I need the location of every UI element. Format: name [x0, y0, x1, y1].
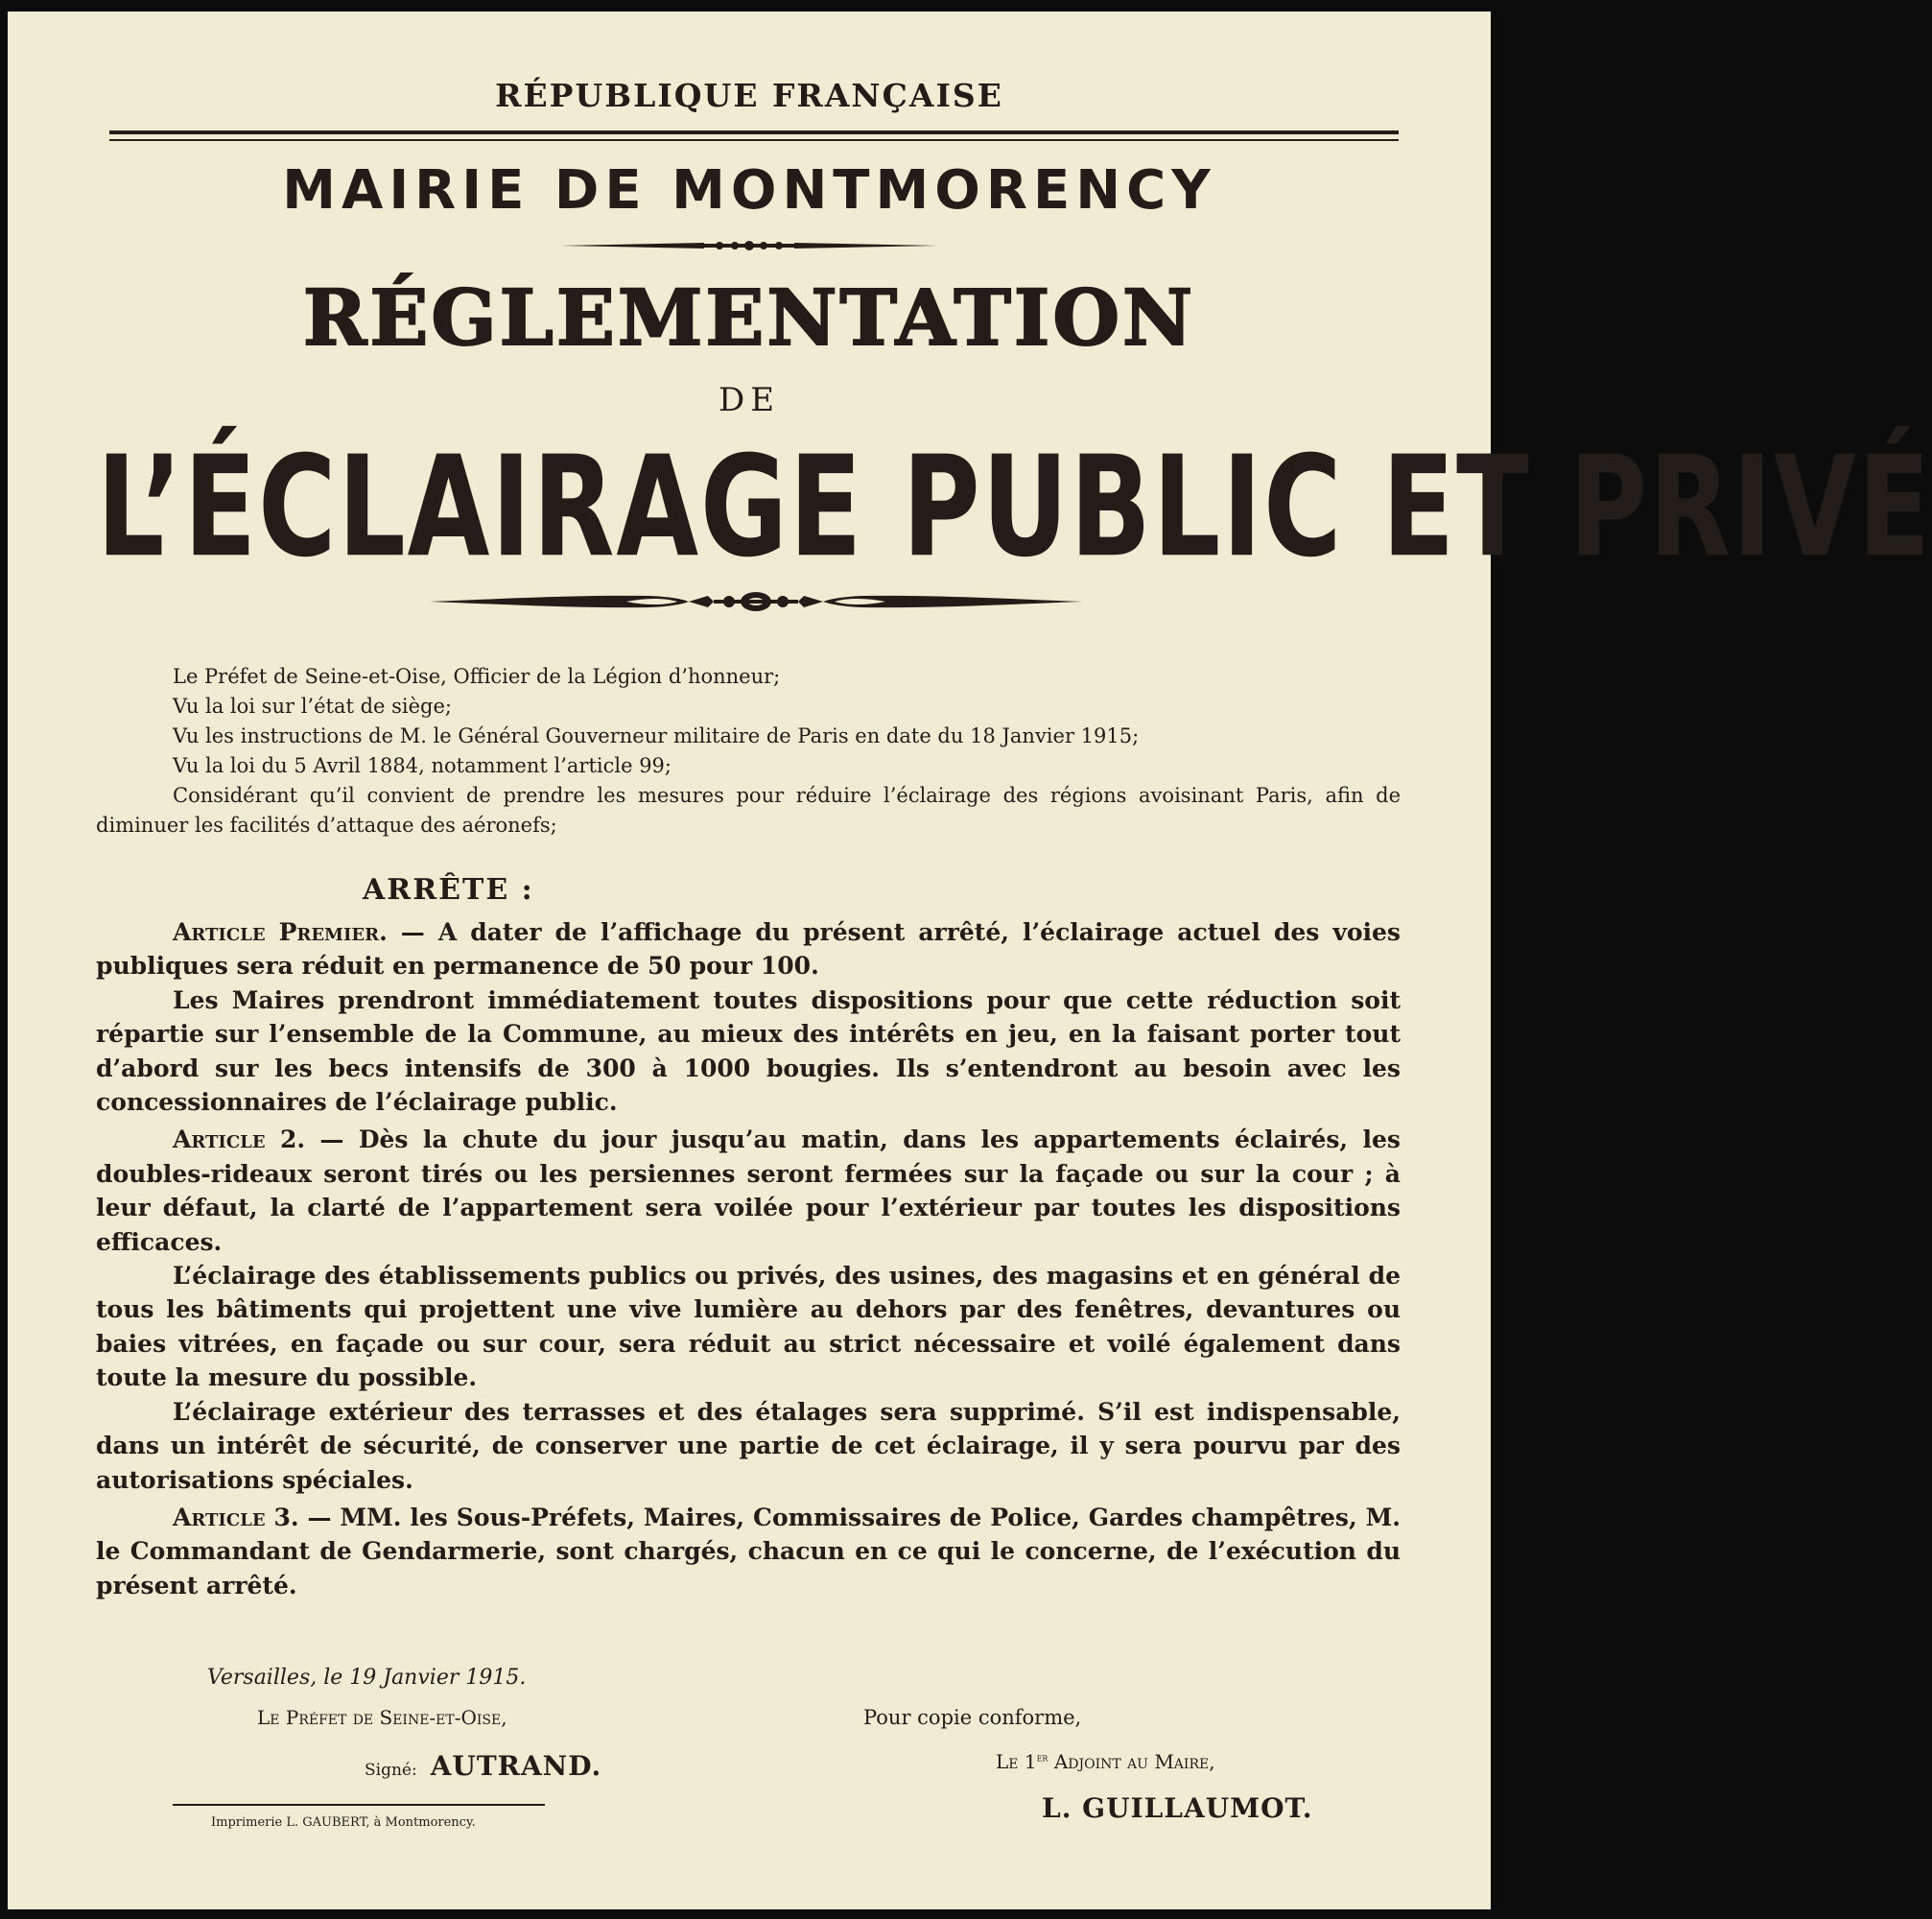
poster-sheet	[8, 12, 1932, 1909]
prefet-name: AUTRAND.	[430, 1750, 602, 1782]
article-3-text: — MM. les Sous-Préfets, Maires, Commissaires de Police, Gardes champêtres, M. le Commandant de Gendarmerie, sont chargés, chacun en ce qui le concerne, de l’exécution du présent arrêté.	[96, 1503, 1402, 1599]
small-ornament-divider	[560, 236, 938, 255]
article-2-text: — Dès la chute du jour jusqu’au matin, dans les appartements éclairés, les doubles-rideaux seront tirés ou les persiennes seront fermées sur la façade ou sur la cour ; à leur défaut, la clarté de l’appartement sera voilée pour l’extérieur par toutes les dispositions efficaces.	[96, 1125, 1401, 1256]
adjoint-title-pre: Le 1	[996, 1750, 1037, 1773]
adjoint-title-sup: er	[1036, 1750, 1048, 1765]
article-1	[96, 915, 1401, 983]
article-1-heading: Article Premier.	[173, 918, 388, 946]
preamble-line: Vu la loi sur l’état de siège;	[173, 695, 453, 718]
article-3	[96, 1501, 1401, 1602]
article-1-text: — A dater de l’affichage du présent arrêté, l’éclairage actuel des voies publiques sera réduit en permanence de 50 pour 100.	[96, 918, 1401, 981]
republic-heading: RÉPUBLIQUE FRANÇAISE	[495, 77, 1003, 114]
title-eclairage: L’ÉCLAIRAGE PUBLIC ET PRIVÉ	[96, 425, 1932, 588]
article-2-paragraph-2: L’éclairage des établissements publics ou privés, des usines, des magasins et en général de tous les bâtiments qui projettent une vive lumière au dehors par des fenêtres, devantures ou baies vitrées, en façade ou sur cour, sera réduit au strict nécessaire et voilé également dans toute la mesure du possible.	[96, 1262, 1401, 1392]
preamble-line: Considérant qu’il convient de prendre les mesures pour réduire l’éclairage des régions avoisinant Paris, afin de diminuer les facilités d’attaque des aéronefs;	[96, 784, 1401, 837]
signe-label: Signé:	[365, 1761, 417, 1780]
article-1-paragraph-2: Les Maires prendront immédiatement toutes dispositions pour que cette réduction soit répartie sur l’ensemble de la Commune, au mieux des intérêts en jeu, en la faisant porter tout d’abord sur les becs intensifs de 300 à 1000 bougies. Ils s’entendront au besoin avec les concessionnaires de l’éclairage public.	[96, 985, 1401, 1117]
arrete-heading: ARRÊTE :	[363, 873, 534, 907]
article-3-heading: Article 3.	[173, 1503, 299, 1531]
title-de: DE	[718, 381, 781, 419]
articles	[96, 915, 1401, 1602]
large-ornament-divider	[430, 587, 1082, 616]
place-and-date: Versailles, le 19 Janvier 1915.	[207, 1666, 527, 1690]
prefet-title: Le Préfet de Seine-et-Oise,	[257, 1706, 507, 1729]
prefet-signature	[365, 1750, 601, 1782]
title-reglementation: RÉGLEMENTATION	[302, 272, 1196, 363]
preamble-line: Vu les instructions de M. le Général Gouverneur militaire de Paris en date du 18 Janvier 1915;	[173, 724, 1140, 747]
footer-rule	[173, 1804, 545, 1806]
header-double-rule	[109, 130, 1399, 141]
adjoint-name: L. GUILLAUMOT.	[1042, 1792, 1313, 1824]
article-2-heading: Article 2.	[173, 1125, 306, 1154]
printer-credit: Imprimerie L. GAUBERT, à Montmorency.	[211, 1815, 476, 1830]
mairie-heading: MAIRIE DE MONTMORENCY	[282, 159, 1216, 222]
adjoint-title-post: Adjoint au Maire,	[1048, 1750, 1215, 1773]
article-2-paragraph-3: L’éclairage extérieur des terrasses et des étalages sera supprimé. S’il est indispensable, dans un intérêt de sécurité, de conserver une partie de cet éclairage, il y sera pourvu par des autorisations spéciales.	[96, 1397, 1401, 1494]
article-2	[96, 1123, 1401, 1259]
preamble	[96, 662, 1401, 841]
copy-conform-label: Pour copie conforme,	[863, 1706, 1082, 1729]
adjoint-title	[996, 1750, 1215, 1773]
preamble-line: Le Préfet de Seine-et-Oise, Officier de la Légion d’honneur;	[173, 665, 781, 688]
preamble-line: Vu la loi du 5 Avril 1884, notamment l’article 99;	[173, 754, 671, 777]
